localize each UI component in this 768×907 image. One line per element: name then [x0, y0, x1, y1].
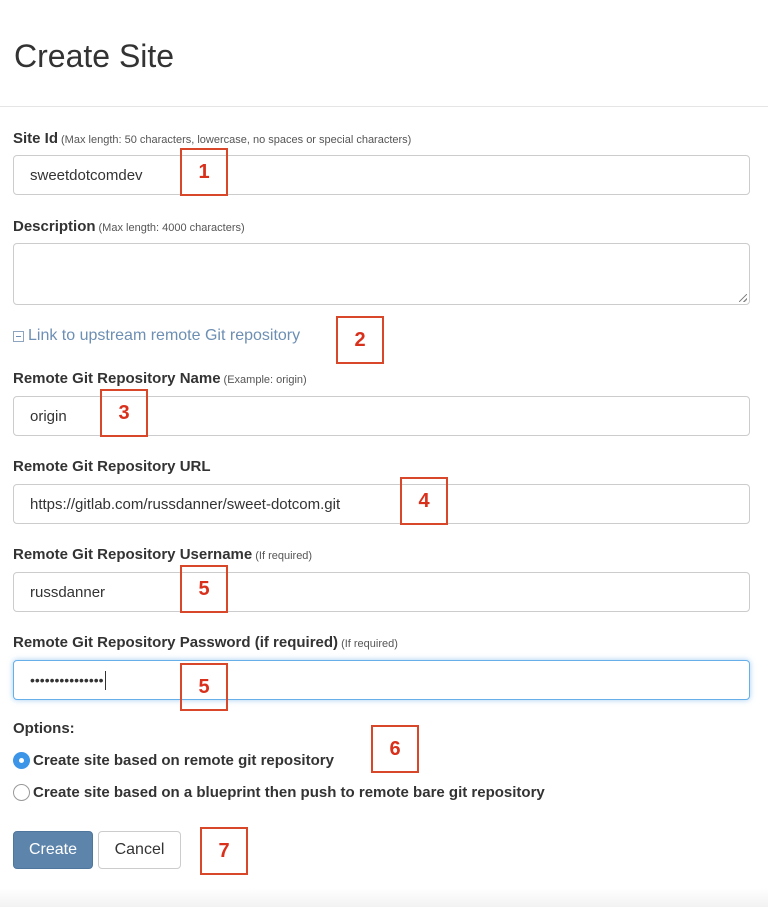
site-id-hint: (Max length: 50 characters, lowercase, no spaces or special characters): [61, 134, 412, 146]
repo-password-input[interactable]: [13, 660, 750, 700]
description-label: [13, 218, 245, 235]
option-blueprint-push-label: Create site based on a blueprint then push to remote bare git repository: [33, 784, 545, 801]
repo-password-label-text: Remote Git Repository Password (if required): [13, 634, 339, 651]
upstream-git-link-text: Link to upstream remote Git repository: [28, 327, 301, 344]
options-label: Options:: [13, 720, 75, 737]
repo-name-hint: (Example: origin): [223, 374, 307, 386]
cancel-button[interactable]: Cancel: [98, 831, 181, 869]
callout-marker: 5: [180, 565, 228, 613]
create-button[interactable]: Create: [13, 831, 93, 869]
upstream-git-link[interactable]: [13, 327, 300, 345]
repo-password-value: •••••••••••••••: [30, 672, 104, 688]
callout-marker: 7: [200, 827, 248, 875]
text-caret: [105, 671, 106, 690]
repo-username-label-text: Remote Git Repository Username: [13, 546, 253, 563]
repo-password-hint: (If required): [341, 638, 398, 650]
option-remote-repo[interactable]: [13, 752, 334, 769]
repo-username-hint: (If required): [255, 550, 313, 562]
footer-shade: [0, 888, 768, 907]
repo-password-label: [13, 634, 398, 651]
repo-url-label: [13, 458, 211, 475]
option-remote-repo-label: Create site based on remote git repository: [33, 752, 334, 769]
repo-username-value: russdanner: [30, 583, 106, 601]
repo-username-label: [13, 546, 312, 563]
site-id-label-text: Site Id: [13, 130, 59, 147]
radio-checked-icon[interactable]: [13, 752, 30, 769]
option-blueprint-push[interactable]: [13, 784, 545, 801]
repo-username-input[interactable]: [13, 572, 750, 612]
repo-name-label: [13, 370, 307, 387]
resize-grip-icon[interactable]: [739, 294, 747, 302]
repo-url-input[interactable]: [13, 484, 750, 524]
repo-url-label-text: Remote Git Repository URL: [13, 458, 211, 475]
callout-marker: 3: [100, 389, 148, 437]
callout-marker: 5: [180, 663, 228, 711]
callout-marker: 6: [371, 725, 419, 773]
site-id-value: sweetdotcomdev: [30, 166, 143, 184]
callout-marker: 4: [400, 477, 448, 525]
repo-name-label-text: Remote Git Repository Name: [13, 370, 221, 387]
repo-name-value: origin: [30, 407, 67, 425]
site-id-input[interactable]: [13, 155, 750, 195]
repo-url-value: https://gitlab.com/russdanner/sweet-dotcom.git: [30, 495, 341, 513]
site-id-label: [13, 130, 411, 147]
description-label-text: Description: [13, 218, 96, 235]
callout-marker: 1: [180, 148, 228, 196]
page-title: Create Site: [14, 38, 175, 74]
minus-square-icon: [13, 331, 24, 342]
description-textarea[interactable]: [13, 243, 750, 305]
callout-marker: 2: [336, 316, 384, 364]
radio-unchecked-icon[interactable]: [13, 784, 30, 801]
description-hint: (Max length: 4000 characters): [98, 222, 245, 234]
page-header: [0, 0, 768, 107]
